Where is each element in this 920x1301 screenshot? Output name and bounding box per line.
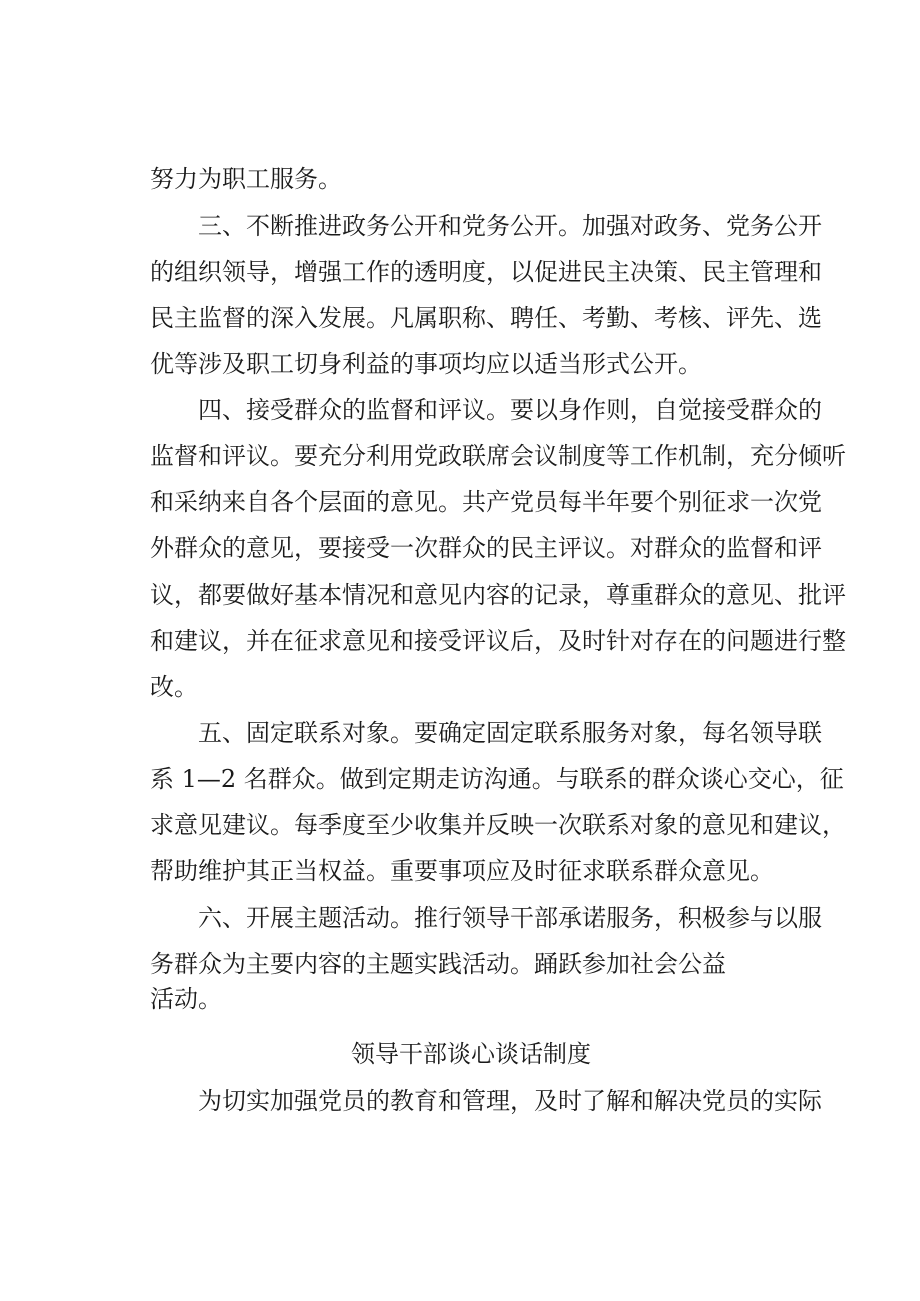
text-line: 和采纳来自各个层面的意见。共产党员每半年要个别征求一次党 [150, 488, 822, 516]
text-line: 外群众的意见，要接受一次群众的民主评议。对群众的监督和评 [150, 534, 822, 562]
text-line: 监督和评议。要充分利用党政联席会议制度等工作机制，充分倾听 [150, 442, 846, 470]
section-title: 领导干部谈心谈话制度 [351, 1040, 591, 1068]
text-line: 系 1—2 名群众。做到定期走访沟通。与联系的群众谈心交心，征 [150, 765, 844, 793]
text-line: 优等涉及职工切身利益的事项均应以适当形式公开。 [150, 350, 702, 378]
text-line: 改。 [150, 673, 198, 701]
paragraph-heading-3: 三、不断推进政务公开和党务公开。加强对政务、党务公开 [198, 212, 822, 240]
text-line: 议，都要做好基本情况和意见内容的记录，尊重群众的意见、批评 [150, 581, 846, 609]
paragraph-heading-6: 六、开展主题活动。推行领导干部承诺服务，积极参与以服 [198, 904, 822, 932]
text-line: 帮助维护其正当权益。重要事项应及时征求联系群众意见。 [150, 857, 774, 885]
paragraph-heading-5: 五、固定联系对象。要确定固定联系服务对象，每名领导联 [198, 719, 822, 747]
text-line: 为切实加强党员的教育和管理，及时了解和解决党员的实际 [198, 1087, 822, 1115]
text-line: 努力为职工服务。 [150, 165, 342, 193]
text-line: 求意见建议。每季度至少收集并反映一次联系对象的意见和建议， [150, 811, 846, 839]
text-line: 民主监督的深入发展。凡属职称、聘任、考勤、考核、评先、选 [150, 304, 822, 332]
text-line: 和建议，并在征求意见和接受评议后，及时针对存在的问题进行整 [150, 627, 846, 655]
text-line: 的组织领导，增强工作的透明度，以促进民主决策、民主管理和 [150, 258, 822, 286]
text-line: 活动。 [150, 985, 222, 1013]
text-line: 务群众为主要内容的主题实践活动。踊跃参加社会公益 [150, 950, 726, 978]
paragraph-heading-4: 四、接受群众的监督和评议。要以身作则，自觉接受群众的 [198, 396, 822, 424]
